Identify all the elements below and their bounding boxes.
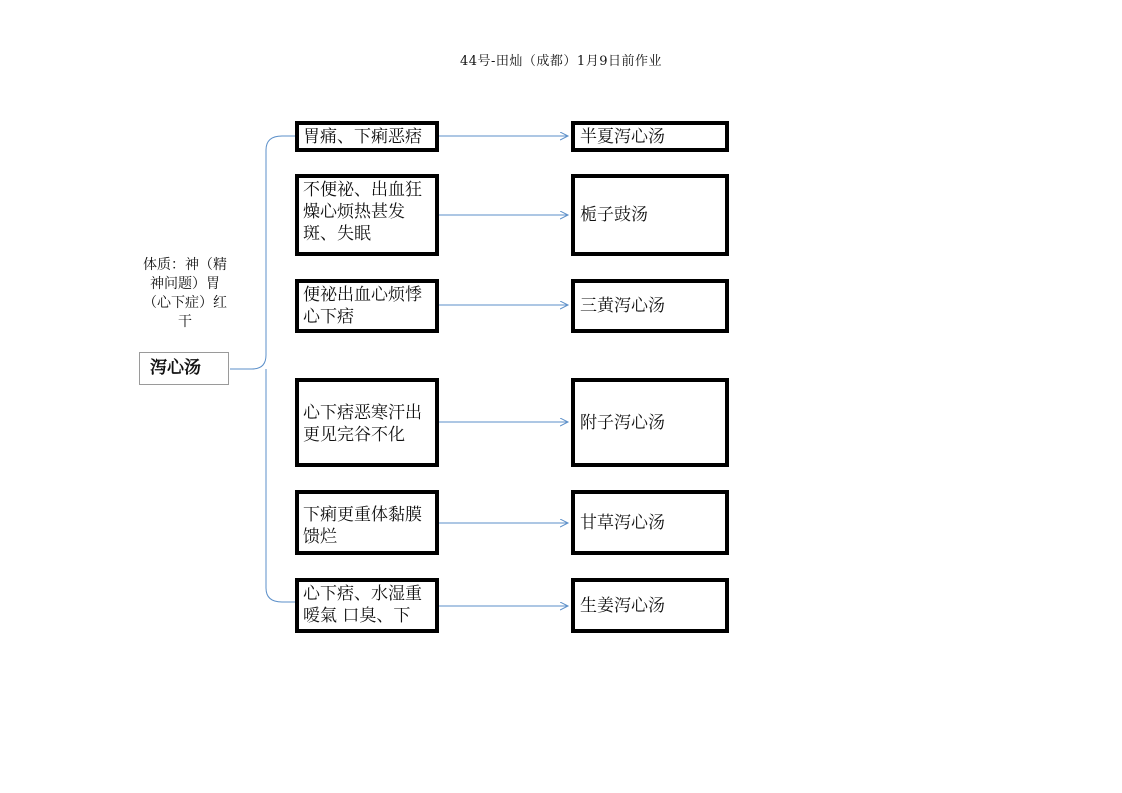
symptom-box-5: 下痢更重体黏膜馈烂 [295, 490, 439, 555]
symptom-box-1: 胃痛、下痢恶痞 [295, 121, 439, 152]
formula-box-1: 半夏泻心汤 [571, 121, 729, 152]
formula-box-4: 附子泻心汤 [571, 378, 729, 467]
symptom-box-2: 不便祕、出血狂燥心烦热甚发斑、失眠 [295, 174, 439, 256]
formula-box-3: 三黄泻心汤 [571, 279, 729, 333]
symptom-box-6: 心下痞、水湿重嗳氣 口臭、下 [295, 578, 439, 633]
page-title: 44号-田灿（成都）1月9日前作业 [460, 54, 662, 69]
formula-box-2: 栀子豉汤 [571, 174, 729, 256]
bracket-connector [230, 136, 296, 602]
symptom-box-4: 心下痞恶寒汗出更见完谷不化 [295, 378, 439, 467]
formula-box-6: 生姜泻心汤 [571, 578, 729, 633]
root-node: 泻心汤 [139, 352, 229, 385]
symptom-box-3: 便祕出血心烦悸心下痞 [295, 279, 439, 333]
formula-box-5: 甘草泻心汤 [571, 490, 729, 555]
constitution-note: 体质：神（精神问题）胃（心下症）红干 [143, 257, 227, 330]
